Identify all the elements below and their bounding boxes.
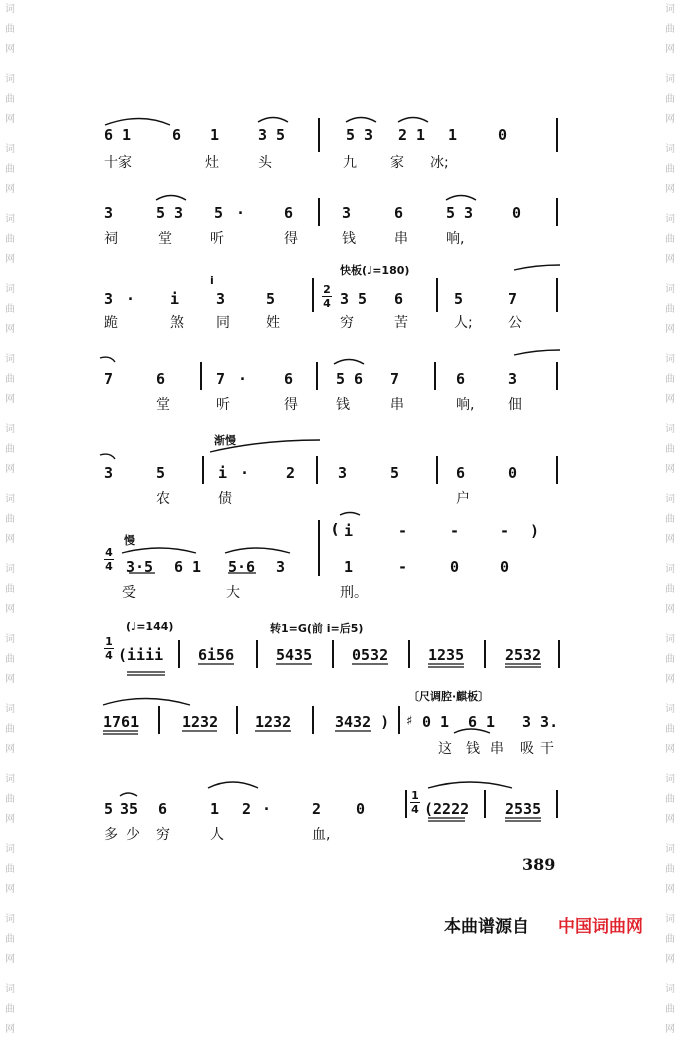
lyric: 刑。 (340, 585, 368, 601)
watermark-glyph: 词 (5, 284, 15, 295)
note: 0 (508, 464, 518, 482)
tempo-marking: (♩=144) (126, 620, 174, 633)
lyric: 同 (216, 315, 230, 331)
watermark-glyph: 网 (665, 884, 675, 895)
lyric: 堂 (158, 231, 172, 247)
slur (398, 118, 428, 123)
lyric: 血, (312, 827, 331, 843)
watermark-glyph: 网 (665, 954, 675, 965)
watermark-glyph: 曲 (665, 724, 675, 735)
note: 7 (216, 370, 226, 388)
note: 5·6 (228, 558, 256, 576)
barline (312, 706, 314, 734)
watermark-glyph: 网 (5, 884, 15, 895)
note: · (238, 370, 248, 388)
barline (484, 640, 486, 668)
slur (100, 357, 115, 362)
barline (202, 456, 204, 484)
lyric: 串 (490, 741, 504, 757)
watermark-glyph: 网 (5, 604, 15, 615)
note: 5 (104, 800, 114, 818)
footer-source-label: 本曲谱源自 (444, 917, 529, 937)
barline-end (558, 640, 560, 668)
barline (405, 790, 407, 818)
note: 3 (104, 464, 114, 482)
watermark-glyph: 网 (5, 184, 15, 195)
note: (iiii (118, 646, 164, 664)
time-signature: 4 4 (105, 546, 113, 573)
watermark-glyph: 曲 (665, 584, 675, 595)
lyric: 佃 (508, 397, 522, 413)
note: 0 (498, 126, 508, 144)
mode-marking: 〔尺调腔·麒板〕 (408, 690, 490, 703)
watermark-glyph: 网 (665, 394, 675, 405)
barline (398, 706, 400, 734)
barline (316, 456, 318, 484)
lyric: 干 (540, 741, 554, 757)
watermark-glyph: 网 (665, 674, 675, 685)
note: 5 6 (336, 370, 364, 388)
note: ) (530, 522, 540, 540)
watermark-glyph: 网 (5, 1024, 15, 1035)
lyric: 穷 (340, 315, 354, 331)
page-number: 389 (522, 855, 556, 874)
note: 6 1 (174, 558, 202, 576)
watermark-glyph: 网 (665, 744, 675, 755)
lyric: 钱 (342, 231, 356, 247)
note: 2 1 (398, 126, 426, 144)
note: 1 (210, 126, 220, 144)
watermark-glyph: 词 (5, 494, 15, 505)
note: 0532 (352, 646, 389, 664)
watermark-glyph: 网 (665, 44, 675, 55)
watermark-glyph: 词 (665, 144, 675, 155)
watermark-glyph: 曲 (5, 934, 15, 945)
watermark-glyph: 曲 (5, 724, 15, 735)
note: · (240, 464, 250, 482)
note: 35 (120, 800, 139, 818)
watermark-glyph: 曲 (665, 164, 675, 175)
barline-end (556, 456, 558, 484)
slur (120, 793, 137, 796)
watermark-glyph: 曲 (5, 654, 15, 665)
slur (346, 118, 376, 123)
note: 6 (158, 800, 168, 818)
lyric: 钱 (336, 397, 350, 413)
watermark-glyph: 词 (665, 214, 675, 225)
watermark-glyph: 曲 (5, 94, 15, 105)
watermark-glyph: 词 (5, 214, 15, 225)
barline (178, 640, 180, 668)
note: 6 (456, 370, 466, 388)
watermark-glyph: 词 (5, 844, 15, 855)
watermark-glyph: 词 (665, 774, 675, 785)
note: 6 (284, 204, 294, 222)
watermark-glyph: 网 (5, 674, 15, 685)
note: 0 (500, 558, 510, 576)
lyric: 堂 (156, 397, 170, 413)
note: 1 (448, 126, 458, 144)
note: 2 (286, 464, 296, 482)
lyric: 听 (210, 231, 224, 247)
watermark-glyph: 词 (665, 564, 675, 575)
note: 5 3 (156, 204, 184, 222)
lyric: 人; (454, 315, 473, 331)
sharp-sign: ♯ (406, 714, 413, 729)
slur (103, 699, 190, 706)
watermark-glyph: 曲 (5, 234, 15, 245)
watermark-glyph: 词 (5, 4, 15, 15)
watermark-glyph: 曲 (5, 1004, 15, 1015)
watermark-glyph: 网 (665, 114, 675, 125)
lyric: 串 (394, 231, 408, 247)
lyric: 响, (456, 397, 475, 413)
note: 3 5 (258, 126, 286, 144)
note: 7 (104, 370, 114, 388)
lyric: 穷 (156, 827, 170, 843)
slur (334, 360, 364, 365)
lyric: 大 (226, 585, 240, 601)
note: 6 (284, 370, 294, 388)
watermark-glyph: 曲 (665, 444, 675, 455)
slur (156, 196, 186, 201)
watermark-glyph: 网 (665, 464, 675, 475)
watermark-glyph: 曲 (5, 164, 15, 175)
watermark-glyph: 词 (665, 844, 675, 855)
note: 7 (508, 290, 518, 308)
note: i (170, 290, 180, 308)
lyric: 受 (122, 585, 136, 601)
watermark-glyph: 词 (665, 704, 675, 715)
tempo-marking: 慢 (124, 534, 135, 547)
note: 6 (456, 464, 466, 482)
barline (318, 520, 320, 576)
slur (514, 265, 560, 270)
barline (312, 278, 314, 312)
watermark-glyph: 网 (5, 954, 15, 965)
watermark-glyph: 曲 (665, 794, 675, 805)
watermark-glyph: 网 (5, 44, 15, 55)
note: · (236, 204, 246, 222)
watermark-glyph: 词 (5, 774, 15, 785)
note: 5 (156, 464, 166, 482)
note: 5 (266, 290, 276, 308)
watermark-glyph: 词 (665, 354, 675, 365)
watermark-glyph: 词 (665, 634, 675, 645)
note: 0 (356, 800, 366, 818)
note: 3 5 (340, 290, 368, 308)
lyric: 祠 (104, 231, 118, 247)
note: 1 (210, 800, 220, 818)
barline-end (556, 198, 558, 226)
note: 5435 (276, 646, 313, 664)
note: · (126, 290, 136, 308)
lyric: 家 (390, 155, 404, 171)
watermark-glyph: 曲 (665, 864, 675, 875)
note: 2 (242, 800, 252, 818)
barline (318, 198, 320, 226)
watermark-glyph: 网 (5, 254, 15, 265)
watermark-glyph: 网 (5, 744, 15, 755)
note: 6 1 (468, 713, 496, 731)
slur (105, 119, 170, 126)
watermark-glyph: 网 (5, 324, 15, 335)
lyric: 灶 (205, 155, 219, 171)
note: 6i56 (198, 646, 235, 664)
watermark-glyph: 网 (5, 814, 15, 825)
barline (434, 362, 436, 390)
note: 3·5 (126, 558, 154, 576)
watermark-glyph: 曲 (5, 304, 15, 315)
watermark-glyph: 网 (5, 394, 15, 405)
lyric: 听 (216, 397, 230, 413)
note: 3 (216, 290, 226, 308)
lyric: 得 (284, 397, 298, 413)
note: 3 (104, 204, 114, 222)
barline (408, 640, 410, 668)
watermark-glyph: 曲 (5, 24, 15, 35)
watermark-glyph: 网 (665, 604, 675, 615)
lyric: 串 (390, 397, 404, 413)
time-signature: 1 4 (105, 635, 113, 662)
barline-end (556, 362, 558, 390)
watermark-glyph: 词 (665, 4, 675, 15)
note: 1 (344, 558, 354, 576)
note: 6 (172, 126, 182, 144)
modulation-marking: 转1=G(前 i=后5) (270, 622, 364, 635)
lyric: 苦 (394, 315, 408, 331)
lyric: 这 (438, 741, 452, 757)
note: 2535 (505, 800, 542, 818)
watermark-glyph: 网 (665, 324, 675, 335)
watermark-glyph: 曲 (665, 304, 675, 315)
slur (100, 454, 115, 459)
barline (256, 640, 258, 668)
watermark-glyph: 曲 (5, 374, 15, 385)
note: 0 (450, 558, 460, 576)
slur (208, 782, 258, 788)
note: 3432 ) (335, 713, 390, 731)
lyric: 九 (343, 155, 357, 171)
watermark-glyph: 曲 (665, 1004, 675, 1015)
grace-note: i (210, 274, 214, 287)
note: 2532 (505, 646, 542, 664)
lyric: 公 (508, 315, 522, 331)
barline (316, 362, 318, 390)
lyric: 煞 (170, 315, 184, 331)
note: - (500, 522, 510, 540)
barline-end (556, 278, 558, 312)
barline (484, 790, 486, 818)
watermark-glyph: 曲 (5, 794, 15, 805)
watermark-glyph: 词 (665, 424, 675, 435)
watermark-glyph: 曲 (5, 864, 15, 875)
lyric: 人 (210, 827, 224, 843)
slur (514, 350, 560, 355)
watermark-glyph: 曲 (665, 374, 675, 385)
watermark-glyph: 词 (5, 914, 15, 925)
note: 3 (104, 290, 114, 308)
watermark-glyph: 网 (665, 1024, 675, 1035)
note: 5 3 (346, 126, 374, 144)
note: - (398, 522, 408, 540)
note: 1761 (103, 713, 140, 731)
note: 3 3. (522, 713, 559, 731)
watermark-glyph: 词 (5, 144, 15, 155)
bracket-open: ( (332, 522, 339, 538)
note: (2222 (424, 800, 470, 818)
watermark-glyph: 词 (5, 74, 15, 85)
barline (158, 706, 160, 734)
lyric: 钱 (466, 741, 480, 757)
note: - (398, 558, 408, 576)
watermark-glyph: 曲 (665, 514, 675, 525)
time-signature: 2 4 (323, 283, 331, 310)
slur (340, 513, 360, 516)
watermark-glyph: 网 (665, 184, 675, 195)
note: 5 (214, 204, 224, 222)
watermark-glyph: 词 (665, 494, 675, 505)
watermark-glyph: 词 (5, 704, 15, 715)
time-signature: 1 4 (411, 789, 419, 816)
watermark-glyph: 网 (5, 114, 15, 125)
barline (236, 706, 238, 734)
watermark-glyph: 词 (5, 564, 15, 575)
note: 3 (342, 204, 352, 222)
barline-end (556, 790, 558, 818)
note: - (450, 522, 460, 540)
lyric: 少 (126, 827, 140, 843)
watermark-glyph: 曲 (5, 584, 15, 595)
slur (258, 118, 288, 123)
barline (436, 456, 438, 484)
barline (318, 118, 320, 152)
watermark-glyph: 曲 (665, 24, 675, 35)
slur (122, 548, 196, 553)
watermark-glyph: 词 (665, 984, 675, 995)
note: 1235 (428, 646, 465, 664)
note: 3 (338, 464, 348, 482)
watermark-glyph: 词 (5, 984, 15, 995)
note: 7 (390, 370, 400, 388)
watermark-glyph: 网 (665, 534, 675, 545)
note: i (218, 464, 228, 482)
tempo-marking: 渐慢 (214, 434, 236, 447)
watermark-glyph: 词 (5, 634, 15, 645)
note: · (262, 800, 272, 818)
watermark-glyph: 词 (5, 424, 15, 435)
note: 5 (454, 290, 464, 308)
barline (200, 362, 202, 390)
note: 6 1 (104, 126, 132, 144)
note: i (344, 522, 354, 540)
lyric: 姓 (266, 315, 280, 331)
watermark-glyph: 曲 (665, 94, 675, 105)
note: 5 (390, 464, 400, 482)
watermark-glyph: 网 (665, 814, 675, 825)
lyric: 冰; (430, 155, 449, 171)
note: 6 (394, 204, 404, 222)
watermark-glyph: 词 (665, 74, 675, 85)
note: 0 1 (422, 713, 450, 731)
lyric: 债 (218, 491, 232, 507)
note: 6 (394, 290, 404, 308)
lyric: 十家 (104, 155, 132, 171)
note: 6 (156, 370, 166, 388)
barline (332, 640, 334, 668)
note: 3 (508, 370, 518, 388)
footer-site-link[interactable]: 中国词曲网 (558, 917, 643, 937)
lyric: 响, (446, 231, 465, 247)
note: 2 (312, 800, 322, 818)
note: 0 (512, 204, 522, 222)
lyric: 户 (456, 491, 470, 507)
watermark-glyph: 曲 (5, 514, 15, 525)
watermark-glyph: 曲 (5, 444, 15, 455)
note: 3 (276, 558, 286, 576)
lyric: 吸 (520, 741, 534, 757)
slur (446, 196, 476, 201)
note: 1232 (255, 713, 292, 731)
barline (436, 278, 438, 312)
note: 1232 (182, 713, 219, 731)
watermark-glyph: 曲 (665, 934, 675, 945)
barline-end (556, 118, 558, 152)
watermark-glyph: 网 (665, 254, 675, 265)
lyric: 多 (104, 827, 118, 843)
watermark-glyph: 曲 (665, 654, 675, 665)
lyric: 头 (258, 155, 272, 171)
lyric: 农 (156, 491, 170, 507)
slur (225, 548, 290, 553)
watermark-glyph: 词 (665, 914, 675, 925)
watermark-glyph: 网 (5, 534, 15, 545)
lyric: 跪 (104, 315, 118, 331)
watermark-glyph: 词 (665, 284, 675, 295)
slur (428, 782, 512, 788)
watermark-glyph: 词 (5, 354, 15, 365)
lyric: 得 (284, 231, 298, 247)
watermark-glyph: 网 (5, 464, 15, 475)
note: 5 3 (446, 204, 474, 222)
watermark-glyph: 曲 (665, 234, 675, 245)
tempo-marking: 快板(♩=180) (340, 264, 410, 277)
